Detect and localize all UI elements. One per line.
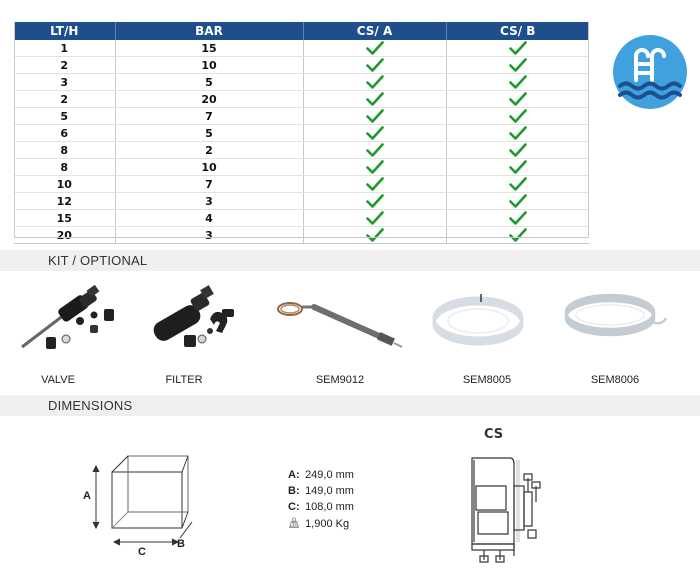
cell-bar: 10: [115, 57, 303, 74]
cell-cs-a: [303, 193, 446, 210]
check-icon: [366, 194, 384, 208]
dimensions-section-bar: [0, 395, 700, 416]
cell-bar: 5: [115, 125, 303, 142]
check-icon: [509, 177, 527, 191]
kit-section-title: KIT / OPTIONAL: [48, 253, 148, 268]
cell-bar: 4: [115, 210, 303, 227]
check-icon: [366, 143, 384, 157]
cell-lth: 15: [14, 210, 115, 227]
dimension-row-b: B: 149,0 mm: [288, 485, 354, 497]
kit-label-sem8006: SEM8006: [590, 374, 640, 386]
check-icon: [509, 194, 527, 208]
check-icon: [509, 126, 527, 140]
cell-cs-a: [303, 40, 446, 57]
table-row: [14, 108, 589, 125]
kit-label-valve: VALVE: [41, 374, 75, 386]
dimension-box-diagram: [78, 446, 208, 558]
cell-cs-a: [303, 125, 446, 142]
table-row: [14, 227, 589, 244]
table-header-row: [14, 22, 589, 40]
kit-label-sem9012: SEM9012: [315, 374, 365, 386]
header-cs-b: CS/ B: [446, 22, 589, 40]
check-icon: [366, 228, 384, 242]
spec-table: [14, 22, 589, 244]
sem8005-image: [428, 290, 528, 350]
cell-lth: 3: [14, 74, 115, 91]
check-icon: [366, 109, 384, 123]
box-label-a: A: [83, 490, 91, 502]
table-row: [14, 176, 589, 193]
cell-cs-b: [446, 108, 589, 125]
cell-cs-b: [446, 193, 589, 210]
cell-cs-a: [303, 210, 446, 227]
dimensions-section-title: DIMENSIONS: [48, 398, 133, 413]
cell-bar: 5: [115, 74, 303, 91]
cell-cs-a: [303, 91, 446, 108]
table-row: [14, 159, 589, 176]
check-icon: [366, 75, 384, 89]
sem9012-image: [270, 295, 404, 355]
pump-drawing: [462, 452, 546, 564]
check-icon: [509, 143, 527, 157]
table-row: [14, 74, 589, 91]
check-icon: [509, 228, 527, 242]
dimension-row-weight: KG 1,900 Kg: [288, 515, 354, 532]
check-icon: [366, 160, 384, 174]
header-cs-a: CS/ A: [303, 22, 446, 40]
check-icon: [366, 126, 384, 140]
valve-image: [18, 285, 122, 355]
table-row: [14, 91, 589, 108]
cell-bar: 20: [115, 91, 303, 108]
cell-cs-a: [303, 176, 446, 193]
cell-lth: 2: [14, 91, 115, 108]
check-icon: [366, 58, 384, 72]
cell-cs-b: [446, 159, 589, 176]
kit-section-bar: [0, 250, 700, 271]
cell-cs-b: [446, 57, 589, 74]
check-icon: [509, 75, 527, 89]
table-row: [14, 142, 589, 159]
check-icon: [366, 177, 384, 191]
cell-cs-b: [446, 74, 589, 91]
pump-model-title: CS: [484, 427, 504, 442]
weight-icon-text: KG: [290, 522, 298, 528]
cell-bar: 3: [115, 193, 303, 210]
dimension-row-c: C: 108,0 mm: [288, 501, 354, 513]
box-label-c: C: [138, 546, 146, 558]
dimension-row-a: A: 249,0 mm: [288, 469, 354, 481]
cell-cs-a: [303, 142, 446, 159]
cell-cs-a: [303, 74, 446, 91]
check-icon: [509, 92, 527, 106]
cell-lth: 2: [14, 57, 115, 74]
check-icon: [509, 58, 527, 72]
cell-bar: 7: [115, 176, 303, 193]
table-row: [14, 193, 589, 210]
cell-cs-b: [446, 91, 589, 108]
check-icon: [366, 92, 384, 106]
table-row: [14, 57, 589, 74]
cell-cs-b: [446, 125, 589, 142]
cell-cs-b: [446, 40, 589, 57]
cell-lth: 20: [14, 227, 115, 244]
weight-icon: [288, 517, 302, 534]
filter-image: [144, 285, 244, 355]
cell-lth: 12: [14, 193, 115, 210]
kit-label-filter: FILTER: [165, 374, 203, 386]
cell-bar: 2: [115, 142, 303, 159]
box-label-b: B: [177, 538, 185, 550]
cell-cs-a: [303, 57, 446, 74]
cell-cs-b: [446, 227, 589, 244]
sem8006-image: [558, 286, 668, 348]
cell-bar: 3: [115, 227, 303, 244]
check-icon: [509, 41, 527, 55]
table-body: [14, 40, 589, 244]
cell-cs-a: [303, 159, 446, 176]
check-icon: [509, 109, 527, 123]
cell-cs-a: [303, 108, 446, 125]
cell-lth: 8: [14, 159, 115, 176]
cell-lth: 10: [14, 176, 115, 193]
cell-cs-a: [303, 227, 446, 244]
header-bar: BAR: [115, 22, 303, 40]
kit-label-sem8005: SEM8005: [462, 374, 512, 386]
cell-cs-b: [446, 142, 589, 159]
cell-lth: 8: [14, 142, 115, 159]
header-lth: LT/H: [14, 22, 115, 40]
cell-bar: 7: [115, 108, 303, 125]
table-row: [14, 125, 589, 142]
pool-ladder-icon: [612, 34, 688, 110]
check-icon: [366, 41, 384, 55]
cell-lth: 6: [14, 125, 115, 142]
cell-bar: 10: [115, 159, 303, 176]
cell-lth: 5: [14, 108, 115, 125]
dimension-values: [288, 467, 354, 532]
cell-cs-b: [446, 176, 589, 193]
cell-bar: 15: [115, 40, 303, 57]
cell-lth: 1: [14, 40, 115, 57]
cell-cs-b: [446, 210, 589, 227]
table-row: [14, 40, 589, 57]
check-icon: [366, 211, 384, 225]
table-row: [14, 210, 589, 227]
check-icon: [509, 160, 527, 174]
check-icon: [509, 211, 527, 225]
